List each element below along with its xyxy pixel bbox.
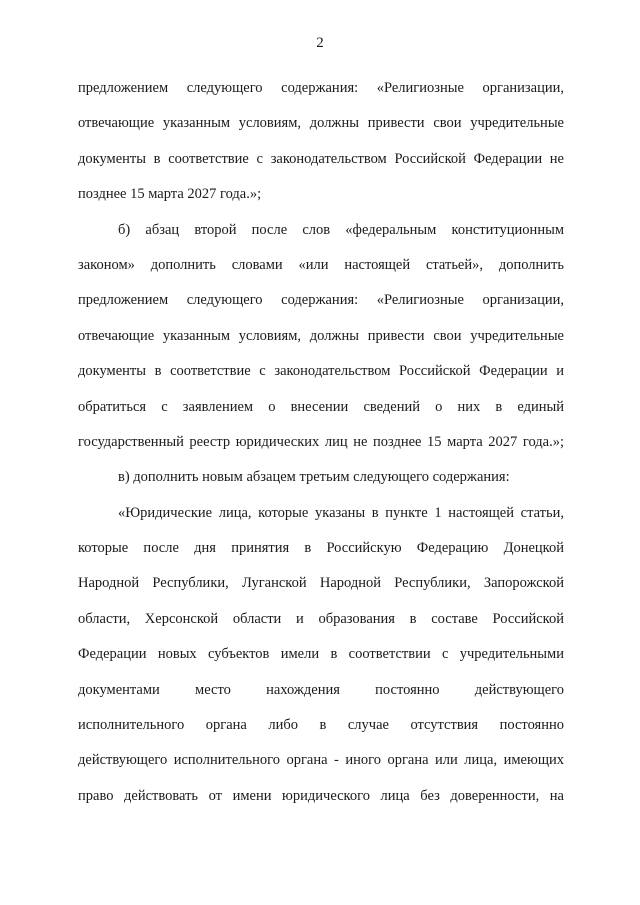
text-line: обратиться с заявлением о внесении сведений о них в единый — [78, 398, 564, 415]
text-line: Федерации новых субъектов имели в соответствии с учредительными — [78, 646, 564, 663]
text-line: документы в соответствие с законодательством Российской Федерации и — [78, 363, 564, 380]
text-line: предложением следующего содержания: «Религиозные организации, — [78, 80, 564, 96]
text-line: «Юридические лица, которые указаны в пункте 1 настоящей статьи, — [118, 504, 564, 521]
page-number: 2 — [316, 35, 324, 51]
text-line: отвечающие указанным условиям, должны привести свои учредительные — [78, 115, 564, 132]
text-line: позднее 15 марта 2027 года.»; — [78, 186, 262, 203]
text-line: документы в соответствие с законодательством Российской Федерации не — [78, 150, 564, 167]
text-line: предложением следующего содержания: «Религиозные организации, — [78, 292, 564, 309]
document-body — [78, 71, 564, 814]
text-line: в) дополнить новым абзацем третьим следующего содержания: — [118, 469, 510, 486]
text-line: право действовать от имени юридического лица без доверенности, на — [78, 787, 564, 804]
text-line: законом» дополнить словами «или настоящей статьей», дополнить — [78, 256, 564, 273]
text-line: действующего исполнительного органа - иного органа или лица, имеющих — [78, 752, 564, 769]
text-line: области, Херсонской области и образования в составе Российской — [78, 610, 564, 627]
text-line: документами место нахождения постоянно действующего — [78, 681, 564, 698]
text-line: исполнительного органа либо в случае отсутствия постоянно — [78, 717, 564, 734]
text-line: которые после дня принятия в Российскую Федерацию Донецкой — [78, 540, 564, 557]
text-line: государственный реестр юридических лиц не позднее 15 марта 2027 года.»; — [78, 433, 564, 450]
text-line: б) абзац второй после слов «федеральным конституционным — [118, 221, 564, 238]
text-line: Народной Республики, Луганской Народной Республики, Запорожской — [78, 575, 564, 592]
text-line: отвечающие указанным условиям, должны привести свои учредительные — [78, 327, 564, 344]
